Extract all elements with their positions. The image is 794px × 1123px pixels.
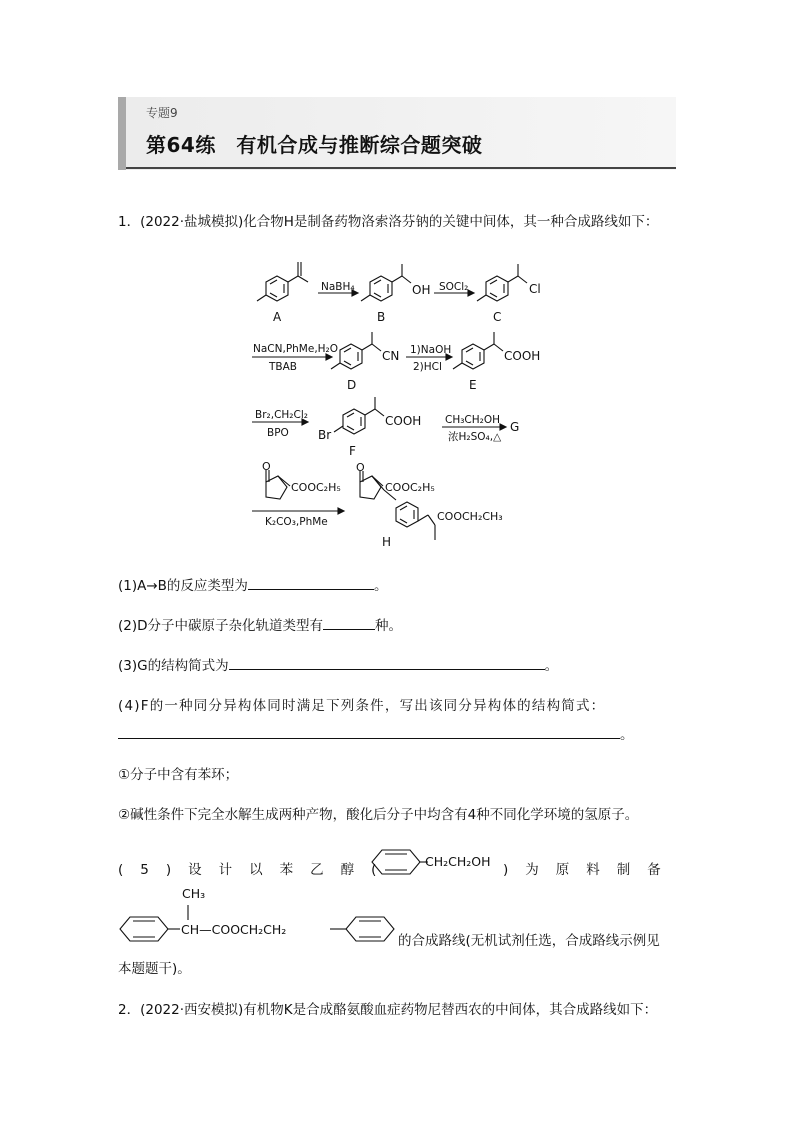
group-cooch2ch3: COOCH₂CH₃ xyxy=(437,510,503,523)
phenylethanol-ring xyxy=(372,850,428,874)
label-d: D xyxy=(347,378,357,392)
label-f: F xyxy=(349,444,356,458)
question-1-5-tail: 的合成路线(无机试剂任选，合成路线示例见 xyxy=(398,933,660,949)
group-cn: CN xyxy=(382,349,400,363)
question-1-5-end: 本题题干)。 xyxy=(118,961,191,977)
question-1-2-text: (2)D分子中碳原子杂化轨道类型有 xyxy=(118,618,324,634)
condition-1: ①分子中含有苯环； xyxy=(118,767,239,783)
label-c: C xyxy=(493,310,502,324)
q5-group-ch3: CH₃ xyxy=(182,886,206,901)
reagent-de-bottom: 2)HCl xyxy=(413,361,442,373)
label-g: G xyxy=(510,420,520,434)
group-cooh-f: COOH xyxy=(385,414,422,428)
end-mark: 。 xyxy=(373,578,388,594)
reagent-cd-bottom: TBAB xyxy=(269,361,298,373)
group-cooc2h5-h: COOC₂H₅ xyxy=(385,481,435,494)
reagent-fh-bottom: K₂CO₃,PhMe xyxy=(265,516,328,528)
question-1-5-middle: )为原料制备 xyxy=(503,862,678,878)
question-1-intro: 1．(2022·盐城模拟)化合物H是制备药物洛索洛芬钠的关键中间体，其一种合成路线如下： xyxy=(118,214,659,230)
question-1-5-prefix: (5)设计以苯乙醇( xyxy=(118,862,394,878)
group-o-h: O xyxy=(356,461,365,474)
label-h: H xyxy=(382,535,392,549)
question-1-4: (4)F的一种同分异构体同时满足下列条件，写出该同分异构体的结构简式： xyxy=(118,698,606,714)
end-mark: 。 xyxy=(544,658,559,674)
question-2-intro: 2．(2022·西安模拟)有机物K是合成酪氨酸血症药物尼替西农的中间体，其合成路线如下： xyxy=(118,1002,658,1018)
target-phenyl-left xyxy=(120,905,188,941)
condition-2: ②碱性条件下完全水解生成两种产物，酸化后分子中均含有4种不同化学环境的氢原子。 xyxy=(118,807,639,823)
label-e: E xyxy=(469,378,477,392)
question-1-3-text: (3)G的结构简式为 xyxy=(118,658,229,674)
label-a: A xyxy=(273,310,282,324)
reagent-ef-bottom: BPO xyxy=(267,427,289,439)
q5-group-ch2ch2oh: CH₂CH₂OH xyxy=(425,854,491,869)
label-b: B xyxy=(377,310,386,324)
q5-group-chain: CH—COOCH₂CH₂ xyxy=(181,922,287,937)
group-oh: OH xyxy=(412,283,431,297)
question-1-1-text: (1)A→B的反应类型为 xyxy=(118,578,248,594)
group-cooh-e: COOH xyxy=(504,349,541,363)
question-1-2-tail: 种。 xyxy=(375,618,403,634)
group-cl: Cl xyxy=(529,282,541,296)
topic-tag: 专题9 xyxy=(146,106,178,120)
group-cooc2h5-reagent: COOC₂H₅ xyxy=(291,481,341,494)
reagent-de-top: 1)NaOH xyxy=(410,344,452,356)
reagent-fg-bottom: 浓H₂SO₄,△ xyxy=(448,431,502,443)
reagent-cd-top: NaCN,PhMe,H₂O xyxy=(253,343,339,355)
target-phenyl-right xyxy=(330,917,394,941)
reagent-bc: SOCl₂ xyxy=(439,281,469,293)
group-o-ketone: O xyxy=(262,460,271,473)
end-mark: 。 xyxy=(620,727,634,743)
reagent-ab: NaBH₄ xyxy=(321,281,355,293)
reagent-fg-top: CH₃CH₂OH xyxy=(445,414,501,426)
group-br: Br xyxy=(318,428,332,442)
page-title: 第64练 有机合成与推断综合题突破 xyxy=(146,133,483,157)
reagent-ef-top: Br₂,CH₂Cl₂ xyxy=(255,409,308,421)
